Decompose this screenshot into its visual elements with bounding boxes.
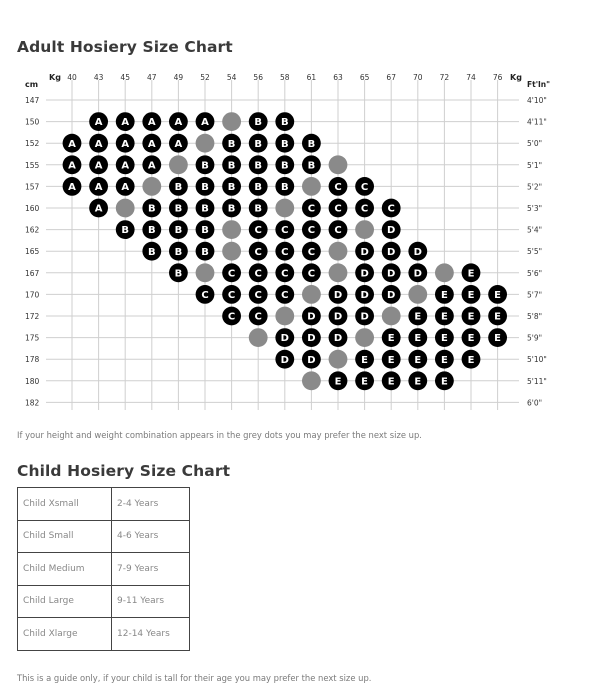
size-dot-label: B: [147, 203, 156, 215]
size-dot-label: E: [414, 376, 422, 388]
y-tick-label-ft: 5'0": [527, 139, 543, 149]
size-dot-label: A: [121, 117, 130, 129]
x-tick-label: 74: [466, 73, 476, 82]
size-dot-label: D: [387, 290, 396, 301]
y-tick-label-cm: 152: [25, 139, 40, 149]
child-chart-note: This is a guide only, if your child is tall for their age you may prefer the next size up.: [17, 673, 372, 683]
size-dot-label: C: [307, 225, 316, 237]
y-tick-label-cm: 178: [25, 355, 40, 365]
y-tick-label-cm: 150: [25, 117, 40, 127]
y-tick-label-cm: 170: [25, 290, 40, 300]
size-dot-label: D: [360, 268, 369, 280]
y-tick-label-ft: 5'1": [527, 160, 543, 170]
y-tick-label-cm: 172: [25, 312, 40, 321]
grey-size-dot: [408, 285, 427, 304]
x-tick-label: 47: [147, 73, 157, 82]
adult-chart-note: If your height and weight combination appears in the grey dots you may prefer the next size up.: [17, 430, 422, 440]
x-tick-label: 61: [306, 73, 317, 82]
size-dot-label: B: [201, 182, 209, 193]
x-unit-right-label: Kg: [510, 73, 522, 82]
size-dot-label: A: [147, 160, 156, 172]
x-tick-label: 43: [93, 73, 104, 82]
adult-chart-title: Adult Hosiery Size Chart: [17, 38, 233, 56]
size-dot-label: E: [440, 354, 448, 366]
y-tick-label-ft: 5'11": [527, 376, 547, 386]
size-dot-label: B: [280, 182, 289, 193]
size-dot-label: E: [494, 333, 502, 345]
grey-size-dot: [222, 220, 241, 239]
size-dot-label: C: [334, 225, 342, 237]
size-dot-label: B: [280, 117, 289, 129]
y-tick-label-ft: 5'8": [527, 312, 543, 321]
size-dot-label: D: [387, 268, 396, 280]
y-unit-left-label: cm: [25, 80, 39, 89]
x-tick-label: 72: [439, 73, 450, 82]
y-tick-label-ft: 5'3": [527, 204, 543, 213]
size-dot-label: B: [254, 117, 263, 129]
size-dot-label: B: [147, 225, 156, 237]
size-dot-label: B: [254, 160, 263, 172]
size-dot-label: E: [467, 333, 475, 345]
size-dot-label: D: [333, 290, 343, 301]
size-dot-label: B: [174, 225, 183, 237]
grey-size-dot: [275, 199, 294, 218]
size-dot-label: D: [360, 311, 369, 323]
size-dot-label: A: [68, 138, 76, 150]
grey-size-dot: [116, 199, 135, 218]
x-tick-label: 54: [226, 73, 237, 82]
size-dot-label: C: [334, 203, 342, 215]
size-dot-label: C: [227, 290, 236, 301]
size-dot-label: C: [307, 246, 316, 258]
size-dot-label: E: [414, 354, 422, 366]
size-dot-label: C: [307, 203, 316, 215]
y-tick-label-ft: 4'11": [527, 117, 547, 127]
y-tick-label-cm: 175: [25, 333, 40, 343]
size-dot-label: B: [227, 138, 236, 150]
y-tick-label-cm: 165: [25, 247, 40, 257]
size-dot-label: B: [280, 160, 289, 172]
child-size-table: [17, 487, 190, 651]
grey-size-dot: [355, 220, 374, 239]
size-dot-label: C: [227, 311, 236, 323]
size-dot-label: D: [333, 333, 343, 345]
size-dot-label: D: [360, 290, 369, 301]
size-dot-label: D: [387, 225, 396, 237]
child-age-cell: 7-9 Years: [112, 553, 190, 586]
grey-size-dot: [302, 371, 321, 390]
size-dot-label: A: [94, 182, 103, 193]
size-dot-label: A: [94, 138, 103, 150]
y-tick-label-cm: 182: [25, 398, 40, 408]
size-dot-label: D: [307, 354, 316, 366]
size-dot-label: E: [494, 290, 502, 301]
x-tick-label: 70: [413, 73, 423, 82]
child-age-cell: 4-6 Years: [112, 520, 190, 553]
size-dot-label: A: [68, 160, 76, 172]
y-tick-label-ft: 5'6": [527, 268, 543, 278]
grey-size-dot: [329, 242, 348, 261]
grey-size-dot: [196, 263, 215, 282]
x-tick-label: 67: [386, 73, 396, 82]
size-dot-label: D: [413, 268, 422, 280]
table-row: [18, 553, 190, 586]
size-dot-label: D: [413, 246, 422, 258]
y-tick-label-cm: 160: [25, 204, 40, 213]
size-dot-label: C: [281, 268, 289, 280]
x-unit-left-label: Kg: [49, 73, 61, 82]
size-dot-label: B: [201, 246, 209, 258]
table-row: [18, 488, 190, 521]
child-age-cell: 2-4 Years: [112, 488, 190, 521]
size-dot-label: A: [121, 160, 130, 172]
child-age-cell: 12-14 Years: [112, 618, 190, 651]
size-dot-label: E: [361, 376, 369, 388]
grey-size-dot: [302, 285, 321, 304]
grey-size-dot: [329, 155, 348, 174]
child-chart-title: Child Hosiery Size Chart: [17, 462, 231, 480]
size-dot-label: D: [307, 311, 316, 323]
size-dot-label: A: [68, 182, 76, 193]
x-tick-label: 52: [200, 73, 210, 82]
size-dot-label: C: [227, 268, 236, 280]
size-dot-label: C: [307, 268, 316, 280]
size-dot-label: C: [254, 268, 262, 280]
y-tick-label-ft: 5'2": [527, 182, 543, 192]
x-tick-label: 58: [280, 73, 290, 82]
size-dot-label: E: [334, 376, 342, 388]
grey-size-dot: [142, 177, 161, 196]
y-tick-label-ft: 5'7": [527, 290, 543, 300]
size-dot-label: A: [121, 182, 130, 193]
y-tick-label-ft: 6'0": [527, 398, 543, 408]
size-dot-label: D: [307, 333, 316, 345]
y-tick-label-cm: 147: [25, 96, 40, 105]
y-tick-label-cm: 167: [25, 268, 40, 278]
x-tick-label: 56: [253, 73, 263, 82]
size-dot-label: B: [307, 160, 316, 172]
size-dot-label: C: [360, 182, 369, 193]
size-dot-label: E: [467, 311, 475, 323]
size-dot-label: A: [94, 203, 103, 215]
size-dot-label: D: [333, 311, 343, 323]
size-dot-label: A: [174, 117, 183, 129]
child-size-cell: Child Small: [18, 520, 112, 553]
size-dot-label: B: [254, 182, 263, 193]
size-dot-label: B: [307, 138, 316, 150]
size-dot-label: E: [440, 290, 448, 301]
size-dot-label: B: [174, 203, 183, 215]
y-tick-label-ft: 5'4": [527, 225, 543, 235]
grey-size-dot: [302, 177, 321, 196]
size-dot-label: E: [387, 333, 395, 345]
size-dot-label: E: [414, 311, 422, 323]
size-dot-label: A: [147, 138, 156, 150]
grey-size-dot: [275, 307, 294, 326]
size-dot-label: A: [147, 117, 156, 129]
size-dot-label: B: [121, 225, 130, 237]
grey-size-dot: [382, 307, 401, 326]
size-dot-label: D: [280, 333, 289, 345]
x-tick-label: 49: [173, 73, 184, 82]
grey-size-dot: [222, 242, 241, 261]
y-tick-label-ft: 5'5": [527, 247, 543, 257]
child-size-cell: Child Xsmall: [18, 488, 112, 521]
child-size-cell: Child Xlarge: [18, 618, 112, 651]
size-dot-label: B: [280, 138, 289, 150]
size-dot-label: C: [281, 246, 289, 258]
size-dot-label: D: [360, 246, 369, 258]
size-dot-label: C: [254, 246, 262, 258]
x-tick-label: 40: [67, 73, 77, 82]
x-tick-label: 65: [359, 73, 370, 82]
x-tick-label: 76: [492, 73, 503, 82]
size-dot-label: A: [121, 138, 130, 150]
size-dot-label: B: [201, 203, 209, 215]
grey-size-dot: [249, 328, 268, 347]
grey-size-dot: [169, 155, 188, 174]
size-dot-label: C: [254, 290, 262, 301]
size-dot-label: E: [440, 376, 448, 388]
size-dot-label: C: [387, 203, 395, 215]
size-dot-label: B: [174, 182, 183, 193]
size-dot-label: E: [440, 333, 448, 345]
y-tick-label-cm: 162: [25, 225, 40, 235]
y-tick-label-cm: 157: [25, 182, 40, 192]
size-dot-label: E: [440, 311, 448, 323]
size-dot-label: B: [227, 160, 236, 172]
size-dot-label: A: [94, 160, 103, 172]
size-dot-label: B: [227, 182, 236, 193]
size-dot-label: A: [201, 117, 209, 129]
table-row: [18, 618, 190, 651]
size-dot-label: B: [227, 203, 236, 215]
size-dot-label: D: [387, 246, 396, 258]
child-size-cell: Child Medium: [18, 553, 112, 586]
y-tick-label-ft: 4'10": [527, 96, 547, 105]
size-dot-label: A: [94, 117, 103, 129]
size-dot-label: E: [467, 354, 475, 366]
size-dot-label: E: [467, 268, 475, 280]
size-dot-label: B: [201, 225, 209, 237]
grey-size-dot: [435, 263, 454, 282]
table-row: [18, 520, 190, 553]
size-dot-label: A: [174, 138, 183, 150]
child-age-cell: 9-11 Years: [112, 585, 190, 618]
size-dot-label: C: [334, 182, 342, 193]
x-tick-label: 45: [120, 73, 130, 82]
size-dot-label: B: [147, 246, 156, 258]
y-tick-label-cm: 180: [25, 376, 40, 386]
size-dot-label: B: [254, 203, 263, 215]
size-dot-label: E: [414, 333, 422, 345]
size-dot-label: C: [201, 290, 209, 301]
y-unit-right-label: Ft'In": [527, 80, 551, 89]
size-dot-label: C: [281, 225, 289, 237]
size-dot-label: B: [174, 246, 183, 258]
grey-size-dot: [196, 134, 215, 153]
y-tick-label-cm: 155: [25, 160, 40, 170]
child-size-cell: Child Large: [18, 585, 112, 618]
size-dot-label: E: [494, 311, 502, 323]
size-dot-label: D: [280, 354, 289, 366]
size-dot-label: E: [361, 354, 369, 366]
grey-size-dot: [222, 112, 241, 131]
size-dot-label: E: [467, 290, 475, 301]
x-tick-label: 63: [333, 73, 343, 82]
grey-size-dot: [329, 350, 348, 369]
size-dot-label: C: [254, 311, 262, 323]
size-dot-label: C: [281, 290, 289, 301]
size-dot-label: C: [254, 225, 262, 237]
size-dot-label: E: [387, 354, 395, 366]
table-row: [18, 585, 190, 618]
size-dot-label: B: [254, 138, 263, 150]
y-tick-label-ft: 5'10": [527, 355, 547, 365]
grey-size-dot: [329, 263, 348, 282]
grey-size-dot: [355, 328, 374, 347]
size-dot-label: B: [201, 160, 209, 172]
y-tick-label-ft: 5'9": [527, 333, 543, 343]
size-dot-label: E: [387, 376, 395, 388]
size-dot-label: C: [360, 203, 369, 215]
size-dot-label: B: [174, 268, 183, 280]
